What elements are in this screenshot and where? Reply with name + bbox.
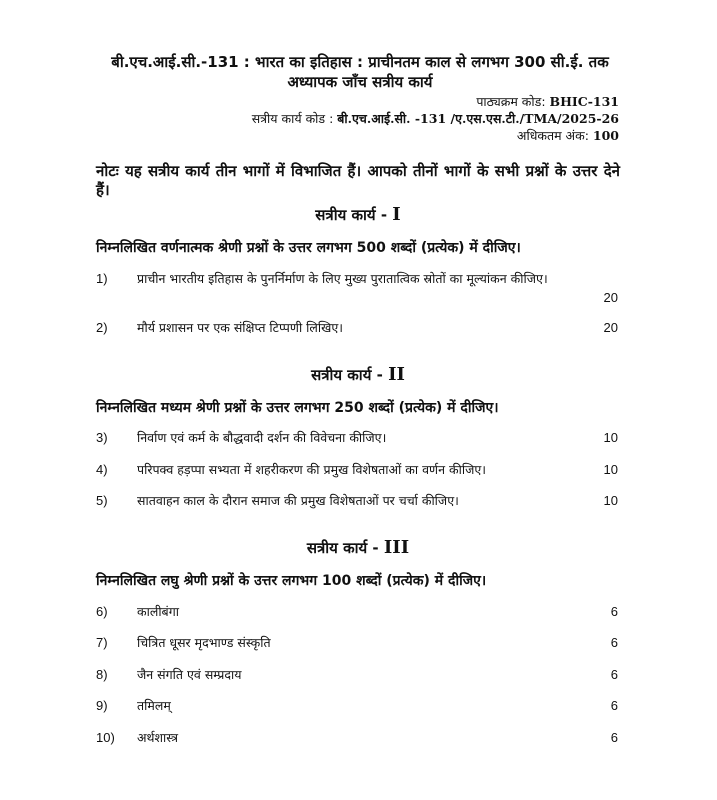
question-text: निर्वाण एवं कर्म के बौद्धवादी दर्शन की विवेचना कीजिए। bbox=[137, 430, 387, 445]
question-number: 8) bbox=[96, 667, 108, 682]
section-instruction-1: निम्नलिखित वर्णनात्मक श्रेणी प्रश्नों के उत्तर लगभग 500 शब्दों (प्रत्येक) में दीजिए। bbox=[96, 240, 521, 256]
question-marks: 20 bbox=[603, 290, 618, 305]
section-heading-3 bbox=[96, 537, 620, 558]
question-number: 7) bbox=[96, 635, 108, 650]
assignment-code bbox=[252, 110, 619, 127]
assignment-code-label: सत्रीय कार्य कोड : bbox=[251, 111, 334, 126]
question-item bbox=[96, 269, 620, 309]
question-marks: 10 bbox=[603, 493, 618, 508]
question-number: 9) bbox=[96, 698, 108, 713]
section-heading-prefix: सत्रीय कार्य - bbox=[315, 206, 388, 224]
section-heading-roman: I bbox=[392, 204, 401, 225]
section-instruction-2: निम्नलिखित मध्यम श्रेणी प्रश्नों के उत्तर लगभग 250 शब्दों (प्रत्येक) में दीजिए। bbox=[96, 400, 499, 416]
question-text: सातवाहन काल के दौरान समाज की प्रमुख विशेषताओं पर चर्चा कीजिए। bbox=[137, 493, 459, 508]
section-heading-2 bbox=[96, 364, 620, 385]
section-heading-prefix: सत्रीय कार्य - bbox=[311, 366, 383, 384]
course-code-label: पाठ्यक्रम कोड: bbox=[476, 94, 546, 109]
question-marks: 6 bbox=[610, 635, 618, 650]
question-marks: 20 bbox=[603, 320, 618, 335]
note-text: नोटः यह सत्रीय कार्य तीन भागों में विभाजित हैं। आपको तीनों भागों के सभी प्रश्नों के उत्तर देने हैं। bbox=[96, 162, 620, 199]
question-item bbox=[96, 428, 620, 448]
max-marks-value: 100 bbox=[592, 128, 619, 143]
question-item bbox=[96, 602, 620, 622]
question-text: परिपक्व हड़प्पा सभ्यता में शहरीकरण की प्रमुख विशेषताओं का वर्णन कीजिए। bbox=[137, 462, 486, 477]
question-text: मौर्य प्रशासन पर एक संक्षिप्त टिप्पणी लिखिए। bbox=[137, 320, 343, 335]
question-marks: 10 bbox=[603, 430, 618, 445]
question-marks: 6 bbox=[610, 667, 618, 682]
question-text: अर्थशास्त्र bbox=[137, 730, 179, 745]
question-marks: 6 bbox=[610, 698, 618, 713]
question-text: तमिलम् bbox=[137, 698, 171, 713]
question-marks: 10 bbox=[603, 462, 618, 477]
section-heading-roman: III bbox=[383, 537, 410, 558]
section-heading-1 bbox=[96, 204, 620, 225]
question-item bbox=[96, 460, 620, 480]
question-item bbox=[96, 318, 620, 338]
course-code-value: BHIC-131 bbox=[549, 94, 619, 109]
question-number: 6) bbox=[96, 604, 108, 619]
question-item bbox=[96, 633, 620, 653]
document-title: बी.एच.आई.सी.-131 : भारत का इतिहास : प्राचीनतम काल से लगभग 300 सी.ई. तक bbox=[111, 53, 609, 71]
question-number: 2) bbox=[96, 320, 108, 335]
assignment-code-value: बी.एच.आई.सी. -131 /ए.एस.एस.टी./TMA/2025-26 bbox=[337, 111, 619, 126]
question-item bbox=[96, 491, 620, 511]
course-code bbox=[476, 93, 619, 110]
section-heading-prefix: सत्रीय कार्य - bbox=[306, 539, 379, 557]
question-item bbox=[96, 665, 620, 685]
question-item bbox=[96, 728, 620, 748]
question-marks: 6 bbox=[610, 730, 618, 745]
max-marks-label: अधिकतम अंक: bbox=[516, 128, 589, 143]
question-text: जैन संगति एवं सम्प्रदाय bbox=[137, 667, 242, 682]
question-item bbox=[96, 696, 620, 716]
question-number: 4) bbox=[96, 462, 108, 477]
question-number: 1) bbox=[96, 271, 108, 286]
question-number: 3) bbox=[96, 430, 108, 445]
question-number: 5) bbox=[96, 493, 108, 508]
question-text: प्राचीन भारतीय इतिहास के पुनर्निर्माण के लिए मुख्य पुरातात्विक स्रोतों का मूल्यांकन कीजिए। bbox=[137, 271, 548, 286]
section-heading-roman: II bbox=[388, 364, 405, 385]
document-subtitle: अध्यापक जाँच सत्रीय कार्य bbox=[287, 73, 433, 91]
section-instruction-3: निम्नलिखित लघु श्रेणी प्रश्नों के उत्तर लगभग 100 शब्दों (प्रत्येक) में दीजिए। bbox=[96, 573, 487, 589]
question-text: कालीबंगा bbox=[137, 604, 179, 619]
question-number: 10) bbox=[96, 730, 115, 745]
question-marks: 6 bbox=[610, 604, 618, 619]
max-marks bbox=[517, 127, 619, 144]
question-text: चित्रित धूसर मृदभाण्ड संस्कृति bbox=[137, 635, 271, 650]
